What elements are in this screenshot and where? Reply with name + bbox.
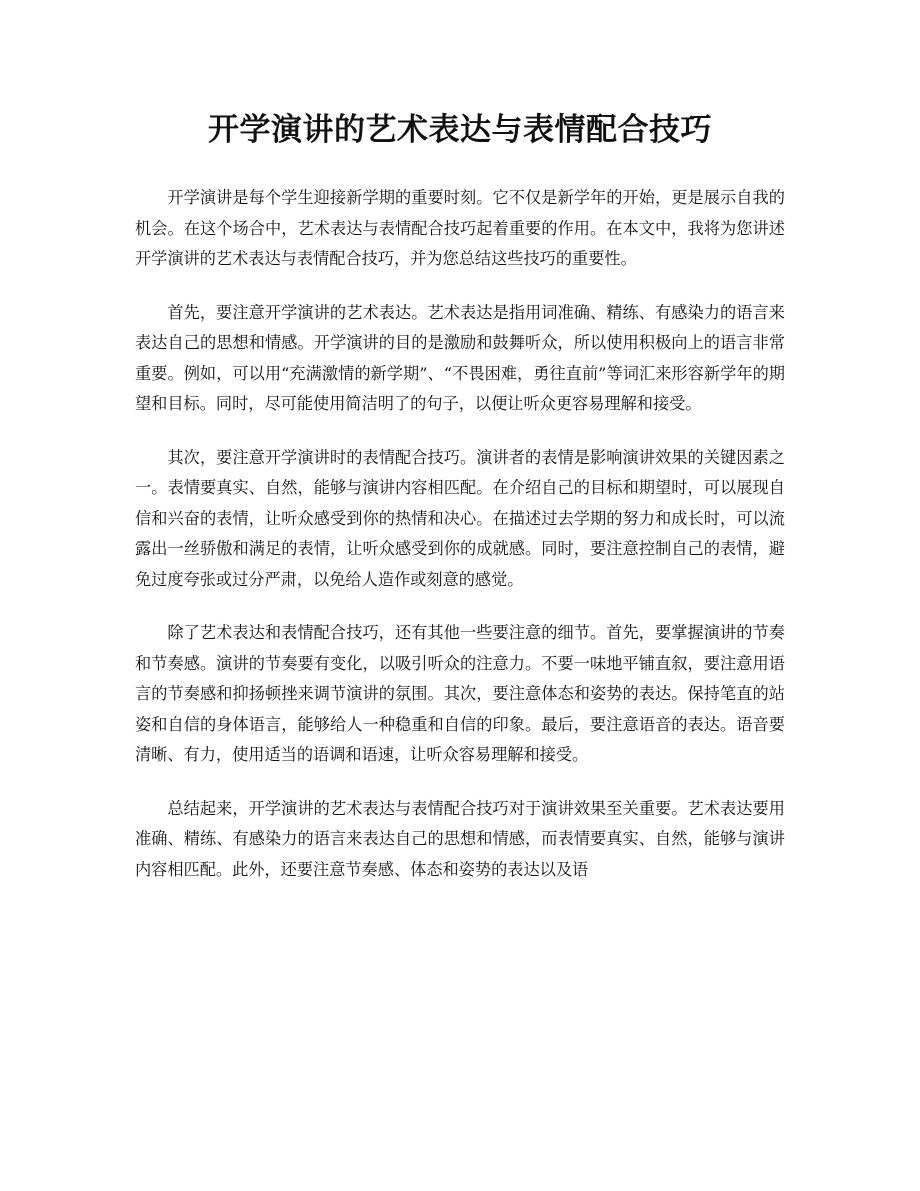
document-body <box>135 183 785 908</box>
document-title: 开学演讲的艺术表达与表情配合技巧 <box>208 112 712 148</box>
paragraph-artistic-expression: 首先，要注意开学演讲的艺术表达。艺术表达是指用词准确、精练、有感染力的语言来表达自己的思想和情感。开学演讲的目的是激励和鼓舞听众，所以使用积极向上的语言非常重要。例如，可以用“充满激情的新学期”、“不畏困难，勇往直前”等词汇来形容新学年的期望和目标。同时，尽可能使用简洁明了的句子，以便让听众更容易理解和接受。 <box>135 302 785 413</box>
paragraph-facial-expression: 其次，要注意开学演讲时的表情配合技巧。演讲者的表情是影响演讲效果的关键因素之一。表情要真实、自然，能够与演讲内容相匹配。在介绍自己的目标和期望时，可以展现自信和兴奋的表情，让听众感受到你的热情和决心。在描述过去学期的努力和成长时，可以流露出一丝骄傲和满足的表情，让听众感受到你的成就感。同时，要注意控制自己的表情，避免过度夸张或过分严肃，以免给人造作或刻意的感觉。 <box>135 447 785 589</box>
paragraph-intro: 开学演讲是每个学生迎接新学期的重要时刻。它不仅是新学年的开始，更是展示自我的机会。在这个场合中，艺术表达与表情配合技巧起着重要的作用。在本文中，我将为您讲述开学演讲的艺术表达与表情配合技巧，并为您总结这些技巧的重要性。 <box>135 188 785 268</box>
paragraph-other-details: 除了艺术表达和表情配合技巧，还有其他一些要注意的细节。首先，要掌握演讲的节奏和节奏感。演讲的节奏要有变化，以吸引听众的注意力。不要一味地平铺直叙，要注意用语言的节奏感和抑扬顿挫来调节演讲的氛围。其次，要注意体态和姿势的表达。保持笔直的站姿和自信的身体语言，能够给人一种稳重和自信的印象。最后，要注意语音的表达。语音要清晰、有力，使用适当的语调和语速，让听众容易理解和接受。 <box>135 623 785 764</box>
paragraph-summary: 总结起来，开学演讲的艺术表达与表情配合技巧对于演讲效果至关重要。艺术表达要用准确、精练、有感染力的语言来表达自己的思想和情感，而表情要真实、自然，能够与演讲内容相匹配。此外，还要注意节奏感、体态和姿势的表达以及语 <box>135 798 785 879</box>
